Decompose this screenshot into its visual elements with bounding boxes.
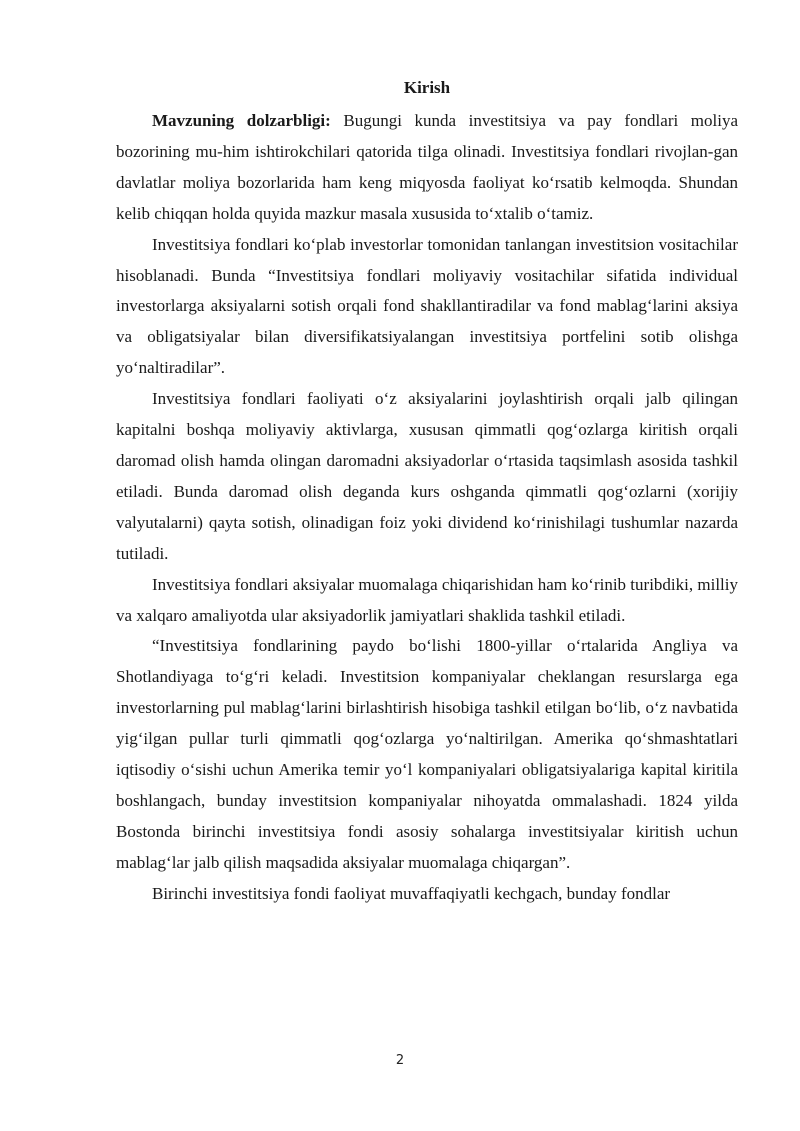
- section-title: Kirish: [403, 78, 451, 97]
- relevance-label: Mavzuning dolzarbligi:: [152, 111, 331, 130]
- page-number: 2: [395, 1053, 405, 1068]
- paragraph-history: “Investitsiya fondlarining paydo bo‘lishi 1800-yillar o‘rtalarida Angliya va Shotlandiyaga to‘g‘ri keladi. Investitsion kompaniyalar cheklangan resurslarga ega investorlarning pul mablag‘larini birlashtirish hisobiga tashkil etilgan bo‘lib, o‘z navbatida yig‘ilgan pullar turli qimmatli qog‘ozlarga yo‘naltirilgan. Amerika qo‘shmashtatlari iqtisodiy o‘sishi uchun Amerika temir yo‘l kompaniyalari obligatsiyalariga kapital kiritila boshlangach, bunday investitsion kompaniyalar nihoyatda ommalashadi. 1824 yilda Bostonda birinchi investitsiya fondi asosiy sohalarga investitsiyalar kiritish uchun mablag‘lar jalb qilish maqsadida aksiyalar muomalaga chiqargan”.: [116, 636, 738, 872]
- document-page: [116, 76, 738, 910]
- paragraph-continuation: Birinchi investitsiya fondi faoliyat muvaffaqiyatli kechgach, bunday fondlar: [152, 883, 671, 903]
- paragraph-joint-stock: Investitsiya fondlari aksiyalar muomalaga chiqarishidan ham ko‘rinib turibdiki, milliy va xalqaro amaliyotda ular aksiyadorlik jamiyatlari shaklida tashkil etiladi.: [116, 574, 738, 625]
- paragraph-activity: Investitsiya fondlari faoliyati o‘z aksiyalarini joylashtirish orqali jalb qilingan kapitalni boshqa moliyaviy aktivlarga, xususan qimmatli qog‘ozlarga kiritish orqali daromad olish hamda olingan daromadni aksiyadorlar o‘rtasida taqsimlash asosida tashkil etiladi. Bunda daromad olish deganda kurs oshganda qimmatli qog‘ozlarni (xorijiy valyutalarni) qayta sotish, olinadigan foiz yoki dividend ko‘rinishilagi tushumlar nazarda tutiladi.: [116, 389, 738, 563]
- paragraph-relevance: [116, 106, 738, 230]
- paragraph-intermediaries: Investitsiya fondlari ko‘plab investorlar tomonidan tanlangan investitsion vositachilar hisoblanadi. Bunda “Investitsiya fondlari moliyaviy vositachilar sifatida individual investorlarga aksiyalarni sotish orqali fond shakllantiradilar va fond mablag‘larini aksiya va obligatsiyalar bilan diversifikatsiyalangan investitsiya portfelini sotib olishga yo‘naltiradilar”.: [116, 234, 738, 378]
- relevance-text: Bugungi kunda investitsiya va pay fondlari moliya bozorining mu-him ishtirokchilari qatorida tilga olinadi. Investitsiya fondlari rivojlan-gan davlatlar moliya bozorlarida ham keng miqyosda faoliyat ko‘rsatib kelmoqda. Shundan kelib chiqqan holda quyida mazkur masala xususida to‘xtalib o‘tamiz.: [116, 111, 738, 223]
